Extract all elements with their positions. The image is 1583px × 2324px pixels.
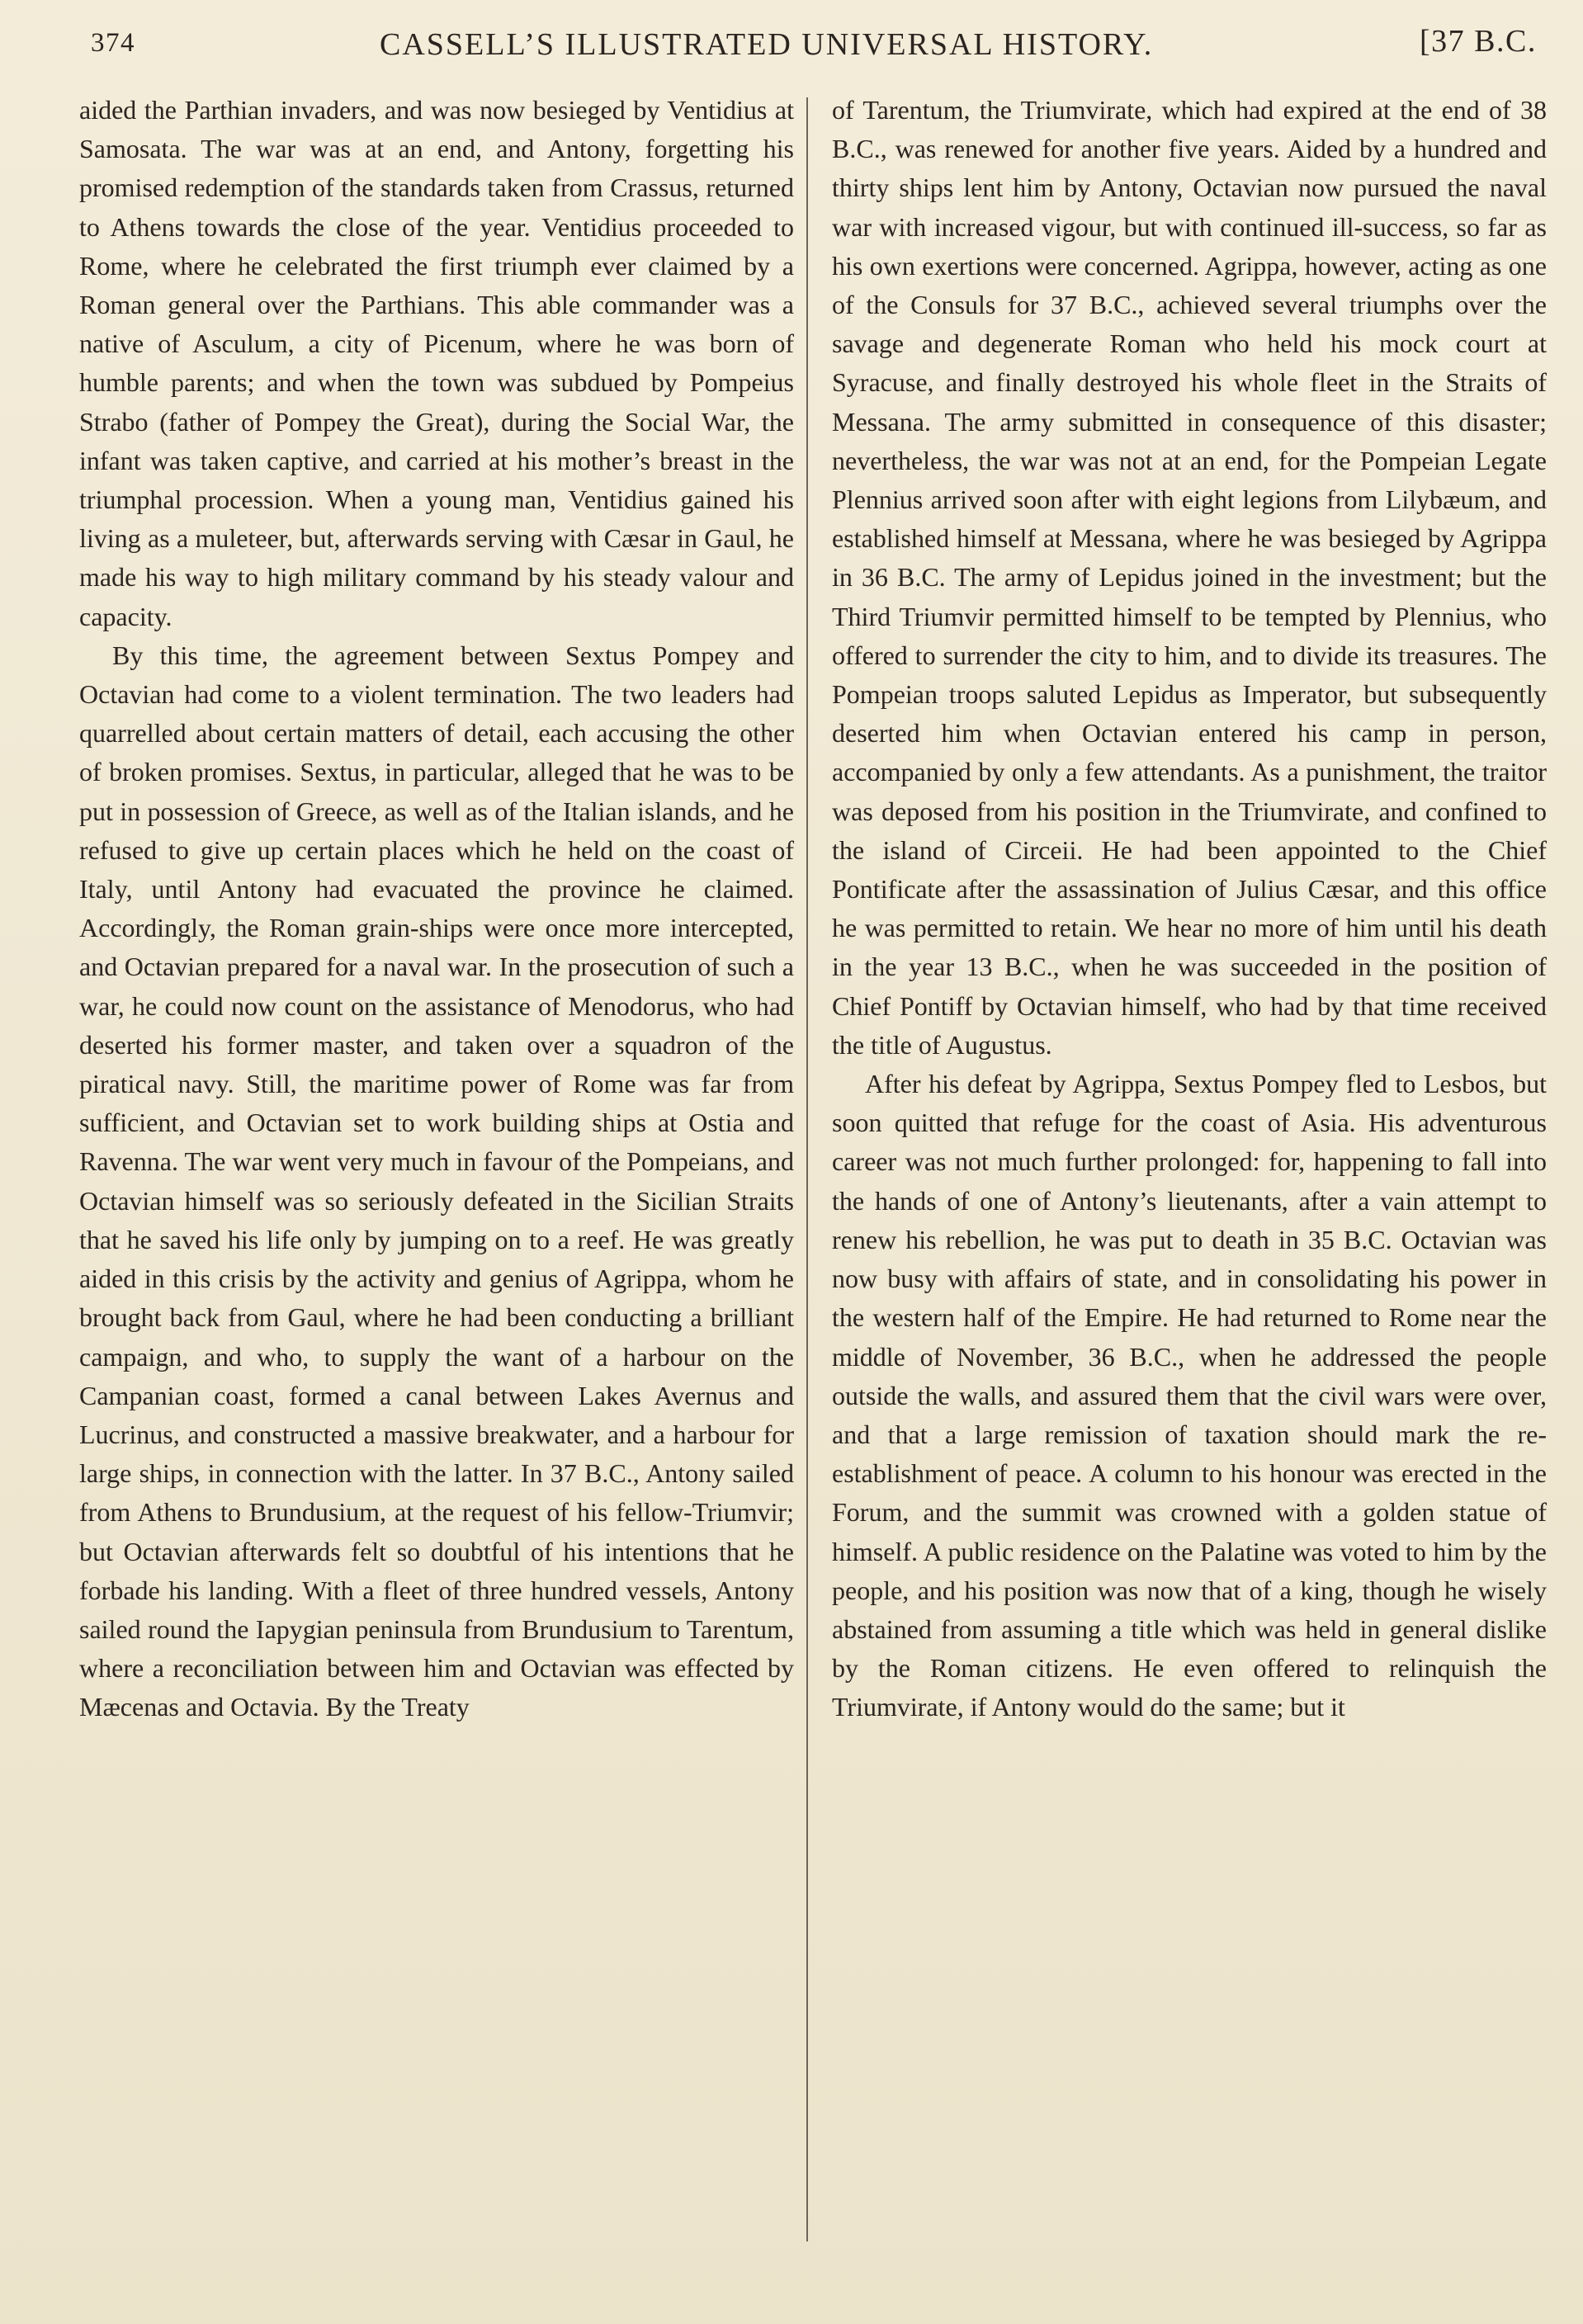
running-header <box>91 23 1543 73</box>
right-paragraph-2: After his defeat by Agrippa, Sextus Pompey fled to Lesbos, but soon quitted that refuge for the coast of Asia. His adventurous career was not much further prolonged: for, happening to fall into the hands of one of Antony’s lieutenants, after a vain attempt to renew his rebellion, he was put to death in 35 B.C. Octavian was now busy with affairs of state, and in consolidating his power in the western half of the Empire. He had returned to Rome near the middle of November, 36 B.C., when he addressed the people outside the walls, and assured them that the civil wars were over, and that a large remission of taxation should mark the re-establishment of peace. A column to his honour was erected in the Forum, and the summit was crowned with a golden statue of himself. A public residence on the Palatine was voted to him by the people, and his position was now that of a king, though he wisely abstained from assuming a title which was held in general dislike by the Roman citizens. He even offered to relinquish the Triumvirate, if Antony would do the same; but it <box>832 1069 1547 1722</box>
running-title: CASSELL’S ILLUSTRATED UNIVERSAL HISTORY. <box>380 27 1154 62</box>
left-column <box>79 91 794 1727</box>
page-number: 374 <box>91 28 135 58</box>
right-column <box>832 91 1547 1727</box>
left-paragraph-2: By this time, the agreement between Sextus Pompey and Octavian had come to a violent termination. The two leaders had quarrelled about certain matters of detail, each accusing the other of broken promises. Sextus, in particular, alleged that he was to be put in possession of Greece, as well as of the Italian islands, and he refused to give up certain places which he held on the coast of Italy, until Antony had evacuated the province he claimed. Accordingly, the Roman grain-ships were once more intercepted, and Octavian prepared for a naval war. In the prosecution of such a war, he could now count on the assistance of Menodorus, who had deserted his former master, and taken over a squadron of the piratical navy. Still, the maritime power of Rome was far from sufficient, and Octavian set to work building ships at Ostia and Ravenna. The war went very much in favour of the Pompeians, and Octavian himself was so seriously defeated in the Sicilian Straits that he saved his life only by jumping on to a reef. He was greatly aided in this crisis by the activity and genius of Agrippa, whom he brought back from Gaul, where he had been conducting a brilliant campaign, and who, to supply the want of a harbour on the Campanian coast, formed a canal between Lakes Avernus and Lucrinus, and constructed a massive breakwater, and a harbour for large ships, in connection with the latter. In 37 B.C., Antony sailed from Athens to Brundusium, at the request of his fellow-Triumvir; but Octavian afterwards felt so doubtful of his intentions that he forbade his landing. With a fleet of three hundred vessels, Antony sailed round the Iapygian peninsula from Brundusium to Tarentum, where a reconciliation between him and Octavian was effected by Mæcenas and Octavia. By the Treaty <box>79 640 794 1722</box>
right-paragraph-1: of Tarentum, the Triumvirate, which had expired at the end of 38 B.C., was renewed for another five years. Aided by a hundred and thirty ships lent him by Antony, Octavian now pursued the naval war with increased vigour, but with continued ill-success, so far as his own exertions were concerned. Agrippa, however, acting as one of the Consuls for 37 B.C., achieved several triumphs over the savage and degenerate Roman who held his mock court at Syracuse, and finally destroyed his whole fleet in the Straits of Messana. The army submitted in consequence of this disaster; nevertheless, the war was not at an end, for the Pompeian Legate Plennius arrived soon after with eight legions from Lilybæum, and established himself at Messana, where he was besieged by Agrippa in 36 B.C. The army of Lepidus joined in the investment; but the Third Triumvir permitted himself to be tempted by Plennius, who offered to surrender the city to him, and to divide its treasures. The Pompeian troops saluted Lepidus as Imperator, but subsequently deserted him when Octavian entered his camp in person, accompanied by only a few attendants. As a punishment, the traitor was deposed from his position in the Triumvirate, and confined to the island of Circeii. He had been appointed to the Chief Pontificate after the assassination of Julius Cæsar, and this office he was permitted to retain. We hear no more of him until his death in the year 13 B.C., when he was succeeded in the position of Chief Pontiff by Octavian himself, who had by that time received the title of Augustus. <box>832 95 1547 1060</box>
left-paragraph-1: aided the Parthian invaders, and was now besieged by Ventidius at Samosata. The war was at an end, and Antony, forgetting his promised redemption of the standards taken from Crassus, returned to Athens towards the close of the year. Ventidius proceeded to Rome, where he celebrated the first triumph ever claimed by a Roman general over the Parthians. This able commander was a native of Asculum, a city of Picenum, where he was born of humble parents; and when the town was subdued by Pompeius Strabo (father of Pompey the Great), during the Social War, the infant was taken captive, and carried at his mother’s breast in the triumphal procession. When a young man, Ventidius gained his living as a muleteer, but, afterwards serving with Cæsar in Gaul, he made his way to high military command by his steady valour and capacity. <box>79 95 794 631</box>
running-date: [37 B.C. <box>1420 24 1537 59</box>
column-divider <box>806 97 808 2241</box>
